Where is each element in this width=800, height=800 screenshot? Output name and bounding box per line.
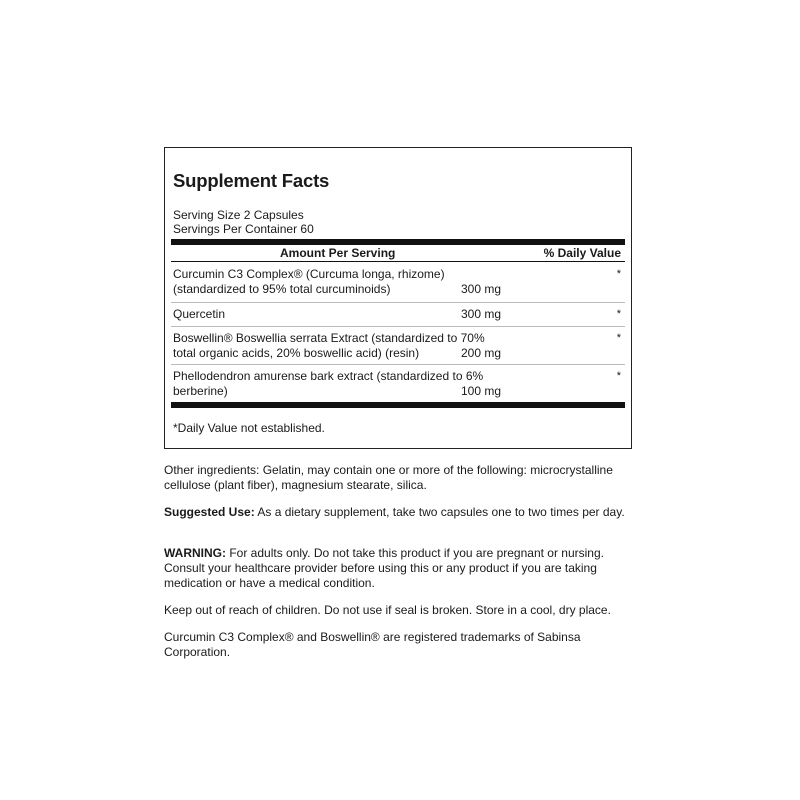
trademark-notice: Curcumin C3 Complex® and Boswellin® are registered trademarks of Sabinsa Corporation. (164, 630, 581, 659)
suggested-use (164, 505, 634, 520)
daily-value-mark: * (616, 332, 621, 344)
ingredient-amount: 300 mg (461, 282, 502, 296)
ingredient-description (173, 267, 445, 297)
ingredient-line-2: berberine) (173, 384, 228, 398)
daily-value-footnote: *Daily Value not established. (173, 421, 325, 435)
warning (164, 546, 634, 591)
daily-value-mark: * (616, 268, 621, 280)
header-divider (171, 261, 625, 262)
column-header-daily-value: % Daily Value (543, 246, 621, 260)
storage-instructions: Keep out of reach of children. Do not use if seal is broken. Store in a cool, dry place. (164, 603, 611, 617)
ingredient-line-2: total organic acids, 20% boswellic acid) (resin) (173, 346, 420, 360)
warning-label: WARNING: (164, 546, 226, 560)
warning-text: For adults only. Do not take this product if you are pregnant or nursing. Consult your healthcare provider before using this or any product if you are taking medication or have a medical condition. (164, 546, 604, 590)
other-ingredients: Other ingredients: Gelatin, may contain one or more of the following: microcrystalline cellulose (plant fiber), magnesium stearate, silica. (164, 463, 613, 492)
daily-value-mark: * (616, 370, 621, 382)
row-divider (171, 364, 625, 365)
ingredient-line-1: Phellodendron amurense bark extract (standardized to 6% (173, 369, 484, 383)
ingredient-amount: 100 mg (461, 384, 502, 398)
thick-divider-bottom (171, 402, 625, 408)
daily-value-mark: * (616, 308, 621, 320)
supplement-facts-panel (164, 147, 632, 449)
ingredient-description (173, 331, 485, 361)
row-divider (171, 302, 625, 303)
ingredient-line-2: (standardized to 95% total curcuminoids) (173, 282, 391, 296)
thick-divider-top (171, 239, 625, 245)
suggested-use-text: As a dietary supplement, take two capsules one to two times per day. (254, 505, 625, 519)
panel-title: Supplement Facts (173, 170, 330, 191)
column-header-amount: Amount Per Serving (280, 246, 396, 260)
ingredient-amount: 200 mg (461, 346, 502, 360)
ingredient-description (173, 307, 225, 322)
ingredient-description (173, 369, 483, 399)
row-divider (171, 326, 625, 327)
servings-per-container: Servings Per Container 60 (173, 222, 314, 236)
ingredient-line-1: Quercetin (173, 307, 226, 321)
suggested-use-label: Suggested Use: (164, 505, 255, 519)
ingredient-line-1: Curcumin C3 Complex® (Curcuma longa, rhizome) (173, 267, 445, 281)
serving-size: Serving Size 2 Capsules (173, 208, 304, 222)
ingredient-line-1: Boswellin® Boswellia serrata Extract (standardized to 70% (173, 331, 485, 345)
ingredient-amount: 300 mg (461, 307, 502, 321)
